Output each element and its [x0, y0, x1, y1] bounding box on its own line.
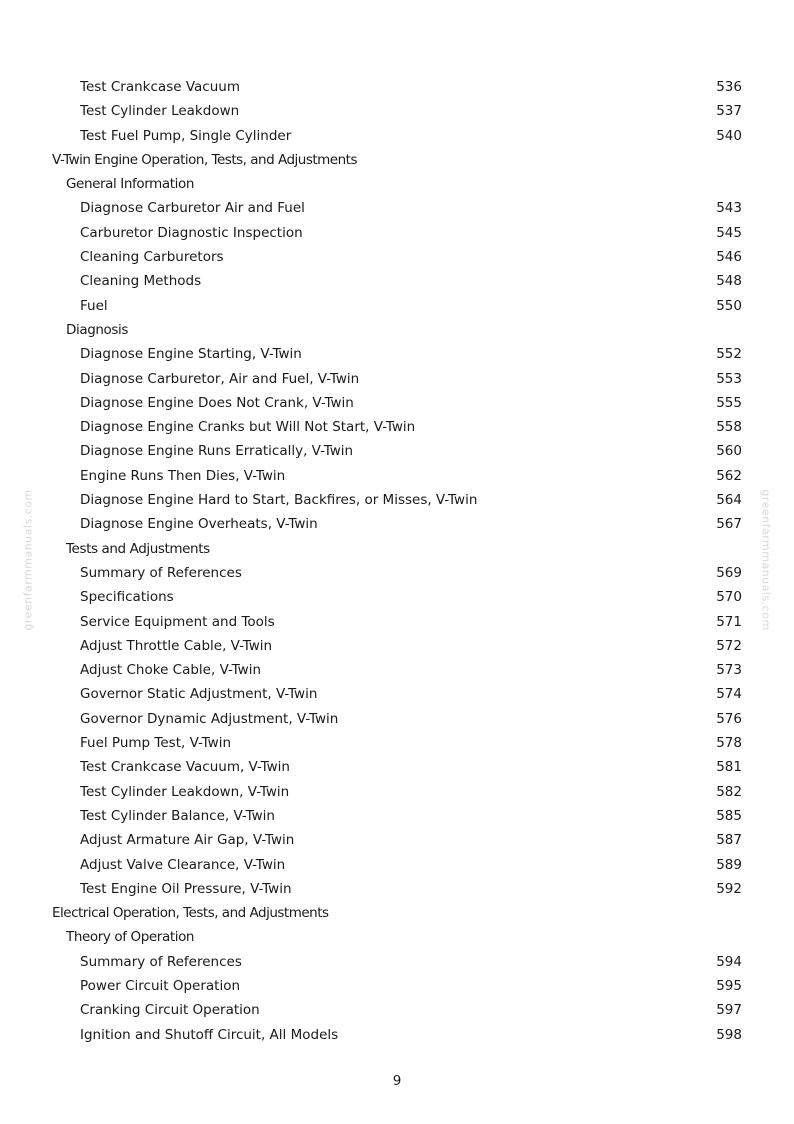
toc-entry[interactable]: [0, 99, 794, 123]
toc-entry-title: Theory of Operation: [66, 929, 195, 946]
toc-entry[interactable]: [0, 269, 794, 293]
toc-entry-page: 560: [716, 443, 742, 460]
toc-entry-title: Adjust Armature Air Gap, V-Twin: [80, 832, 295, 849]
toc-entry[interactable]: [0, 342, 794, 366]
toc-entry-title: Adjust Throttle Cable, V-Twin: [80, 637, 273, 654]
toc-entry-page: 571: [716, 613, 742, 630]
toc-entry[interactable]: [0, 804, 794, 828]
toc-entry-title: Cleaning Carburetors: [80, 249, 224, 266]
toc-entry-title: Engine Runs Then Dies, V-Twin: [80, 467, 286, 484]
toc-entry[interactable]: [0, 488, 794, 512]
toc-entry-title: Test Cylinder Leakdown: [80, 103, 240, 120]
toc-entry[interactable]: [0, 877, 794, 901]
table-of-contents: [0, 75, 794, 1047]
toc-entry-title: Ignition and Shutoff Circuit, All Models: [80, 1026, 339, 1043]
toc-entry-page: 550: [716, 297, 742, 314]
toc-section-heading[interactable]: [0, 148, 794, 172]
toc-entry-page: 595: [716, 977, 742, 994]
toc-entry[interactable]: [0, 245, 794, 269]
toc-entry-title: Service Equipment and Tools: [80, 613, 275, 630]
toc-subsection-heading[interactable]: [0, 537, 794, 561]
toc-entry[interactable]: [0, 658, 794, 682]
toc-entry-page: 572: [716, 637, 742, 654]
toc-entry-page: 576: [716, 710, 742, 727]
page-number: 9: [392, 1073, 402, 1089]
toc-entry[interactable]: [0, 391, 794, 415]
toc-entry-page: 540: [716, 127, 742, 144]
toc-entry-page: 598: [716, 1026, 742, 1043]
toc-entry[interactable]: [0, 585, 794, 609]
toc-entry-page: 569: [716, 564, 742, 581]
toc-entry-page: 587: [716, 832, 742, 849]
toc-entry[interactable]: [0, 998, 794, 1022]
toc-entry[interactable]: [0, 755, 794, 779]
toc-entry[interactable]: [0, 464, 794, 488]
toc-entry-page: 589: [716, 856, 742, 873]
toc-entry-page: 573: [716, 662, 742, 679]
toc-entry-title: Diagnose Engine Hard to Start, Backfires, or Misses, V-Twin: [80, 492, 478, 509]
toc-entry-page: 537: [716, 103, 742, 120]
toc-entry[interactable]: [0, 221, 794, 245]
toc-entry-page: 548: [716, 273, 742, 290]
toc-entry-title: Diagnose Carburetor, Air and Fuel, V-Twin: [80, 370, 360, 387]
toc-entry-page: 543: [716, 200, 742, 217]
toc-subsection-heading[interactable]: [0, 172, 794, 196]
watermark-left: greenfarmmanuals.com: [21, 489, 35, 631]
toc-entry-page: 555: [716, 394, 742, 411]
toc-entry-title: General Information: [66, 176, 195, 193]
toc-entry-page: 574: [716, 686, 742, 703]
toc-entry-title: Test Cylinder Balance, V-Twin: [80, 807, 275, 824]
toc-entry[interactable]: [0, 634, 794, 658]
toc-entry[interactable]: [0, 512, 794, 536]
toc-entry-title: Summary of References: [80, 564, 242, 581]
toc-entry-title: V-Twin Engine Operation, Tests, and Adjustments: [52, 151, 357, 168]
toc-entry-page: 553: [716, 370, 742, 387]
toc-subsection-heading[interactable]: [0, 925, 794, 949]
toc-entry[interactable]: [0, 294, 794, 318]
toc-entry[interactable]: [0, 367, 794, 391]
toc-entry-title: Diagnose Engine Cranks but Will Not Start, V-Twin: [80, 419, 416, 436]
toc-entry-title: Diagnose Engine Overheats, V-Twin: [80, 516, 318, 533]
toc-entry-title: Summary of References: [80, 953, 242, 970]
toc-entry-title: Governor Static Adjustment, V-Twin: [80, 686, 318, 703]
toc-entry-title: Diagnose Engine Runs Erratically, V-Twin: [80, 443, 354, 460]
toc-entry-page: 570: [716, 589, 742, 606]
toc-entry[interactable]: [0, 682, 794, 706]
toc-entry-page: 594: [716, 953, 742, 970]
toc-entry-page: 567: [716, 516, 742, 533]
toc-entry[interactable]: [0, 950, 794, 974]
toc-entry[interactable]: [0, 707, 794, 731]
toc-entry-title: Diagnose Engine Does Not Crank, V-Twin: [80, 394, 354, 411]
toc-entry-page: 562: [716, 467, 742, 484]
toc-entry[interactable]: [0, 974, 794, 998]
toc-entry-title: Adjust Valve Clearance, V-Twin: [80, 856, 286, 873]
toc-entry[interactable]: [0, 1023, 794, 1047]
toc-entry-title: Electrical Operation, Tests, and Adjustments: [52, 905, 329, 922]
toc-entry-page: 585: [716, 807, 742, 824]
toc-entry-title: Tests and Adjustments: [66, 540, 210, 557]
toc-entry[interactable]: [0, 780, 794, 804]
toc-entry[interactable]: [0, 124, 794, 148]
toc-entry-title: Test Fuel Pump, Single Cylinder: [80, 127, 292, 144]
toc-entry[interactable]: [0, 196, 794, 220]
toc-entry[interactable]: [0, 75, 794, 99]
toc-subsection-heading[interactable]: [0, 318, 794, 342]
toc-entry-page: 578: [716, 735, 742, 752]
toc-entry-page: 536: [716, 79, 742, 95]
toc-entry-title: Diagnose Engine Starting, V-Twin: [80, 346, 302, 363]
toc-entry-page: 581: [716, 759, 742, 776]
toc-entry-page: 545: [716, 224, 742, 241]
toc-entry-page: 546: [716, 249, 742, 266]
toc-entry[interactable]: [0, 731, 794, 755]
toc-entry[interactable]: [0, 439, 794, 463]
toc-entry-title: Fuel: [80, 297, 108, 314]
toc-entry[interactable]: [0, 828, 794, 852]
watermark-right: greenfarmmanuals.com: [759, 489, 773, 631]
toc-entry-title: Diagnose Carburetor Air and Fuel: [80, 200, 305, 217]
toc-entry-title: Carburetor Diagnostic Inspection: [80, 224, 303, 241]
toc-entry-page: 552: [716, 346, 742, 363]
toc-entry-page: 597: [716, 1002, 742, 1019]
toc-entry[interactable]: [0, 853, 794, 877]
toc-entry[interactable]: [0, 415, 794, 439]
toc-entry-title: Cranking Circuit Operation: [80, 1002, 260, 1019]
toc-entry-title: Diagnosis: [66, 321, 129, 338]
toc-entry-title: Governor Dynamic Adjustment, V-Twin: [80, 710, 339, 727]
toc-entry-title: Specifications: [80, 589, 174, 606]
toc-entry-page: 582: [716, 783, 742, 800]
toc-entry-title: Power Circuit Operation: [80, 977, 241, 994]
toc-entry-title: Fuel Pump Test, V-Twin: [80, 735, 232, 752]
toc-entry-title: Cleaning Methods: [80, 273, 202, 290]
toc-entry-title: Adjust Choke Cable, V-Twin: [80, 662, 262, 679]
toc-entry-title: Test Cylinder Leakdown, V-Twin: [80, 783, 290, 800]
toc-entry-page: 564: [716, 492, 742, 509]
toc-entry[interactable]: [0, 561, 794, 585]
toc-entry-title: Test Crankcase Vacuum, V-Twin: [80, 759, 290, 776]
toc-entry-page: 592: [716, 880, 742, 897]
toc-entry-title: Test Engine Oil Pressure, V-Twin: [80, 880, 292, 897]
toc-entry-page: 558: [716, 419, 742, 436]
toc-section-heading[interactable]: [0, 901, 794, 925]
toc-entry[interactable]: [0, 610, 794, 634]
toc-entry-title: Test Crankcase Vacuum: [80, 79, 240, 95]
